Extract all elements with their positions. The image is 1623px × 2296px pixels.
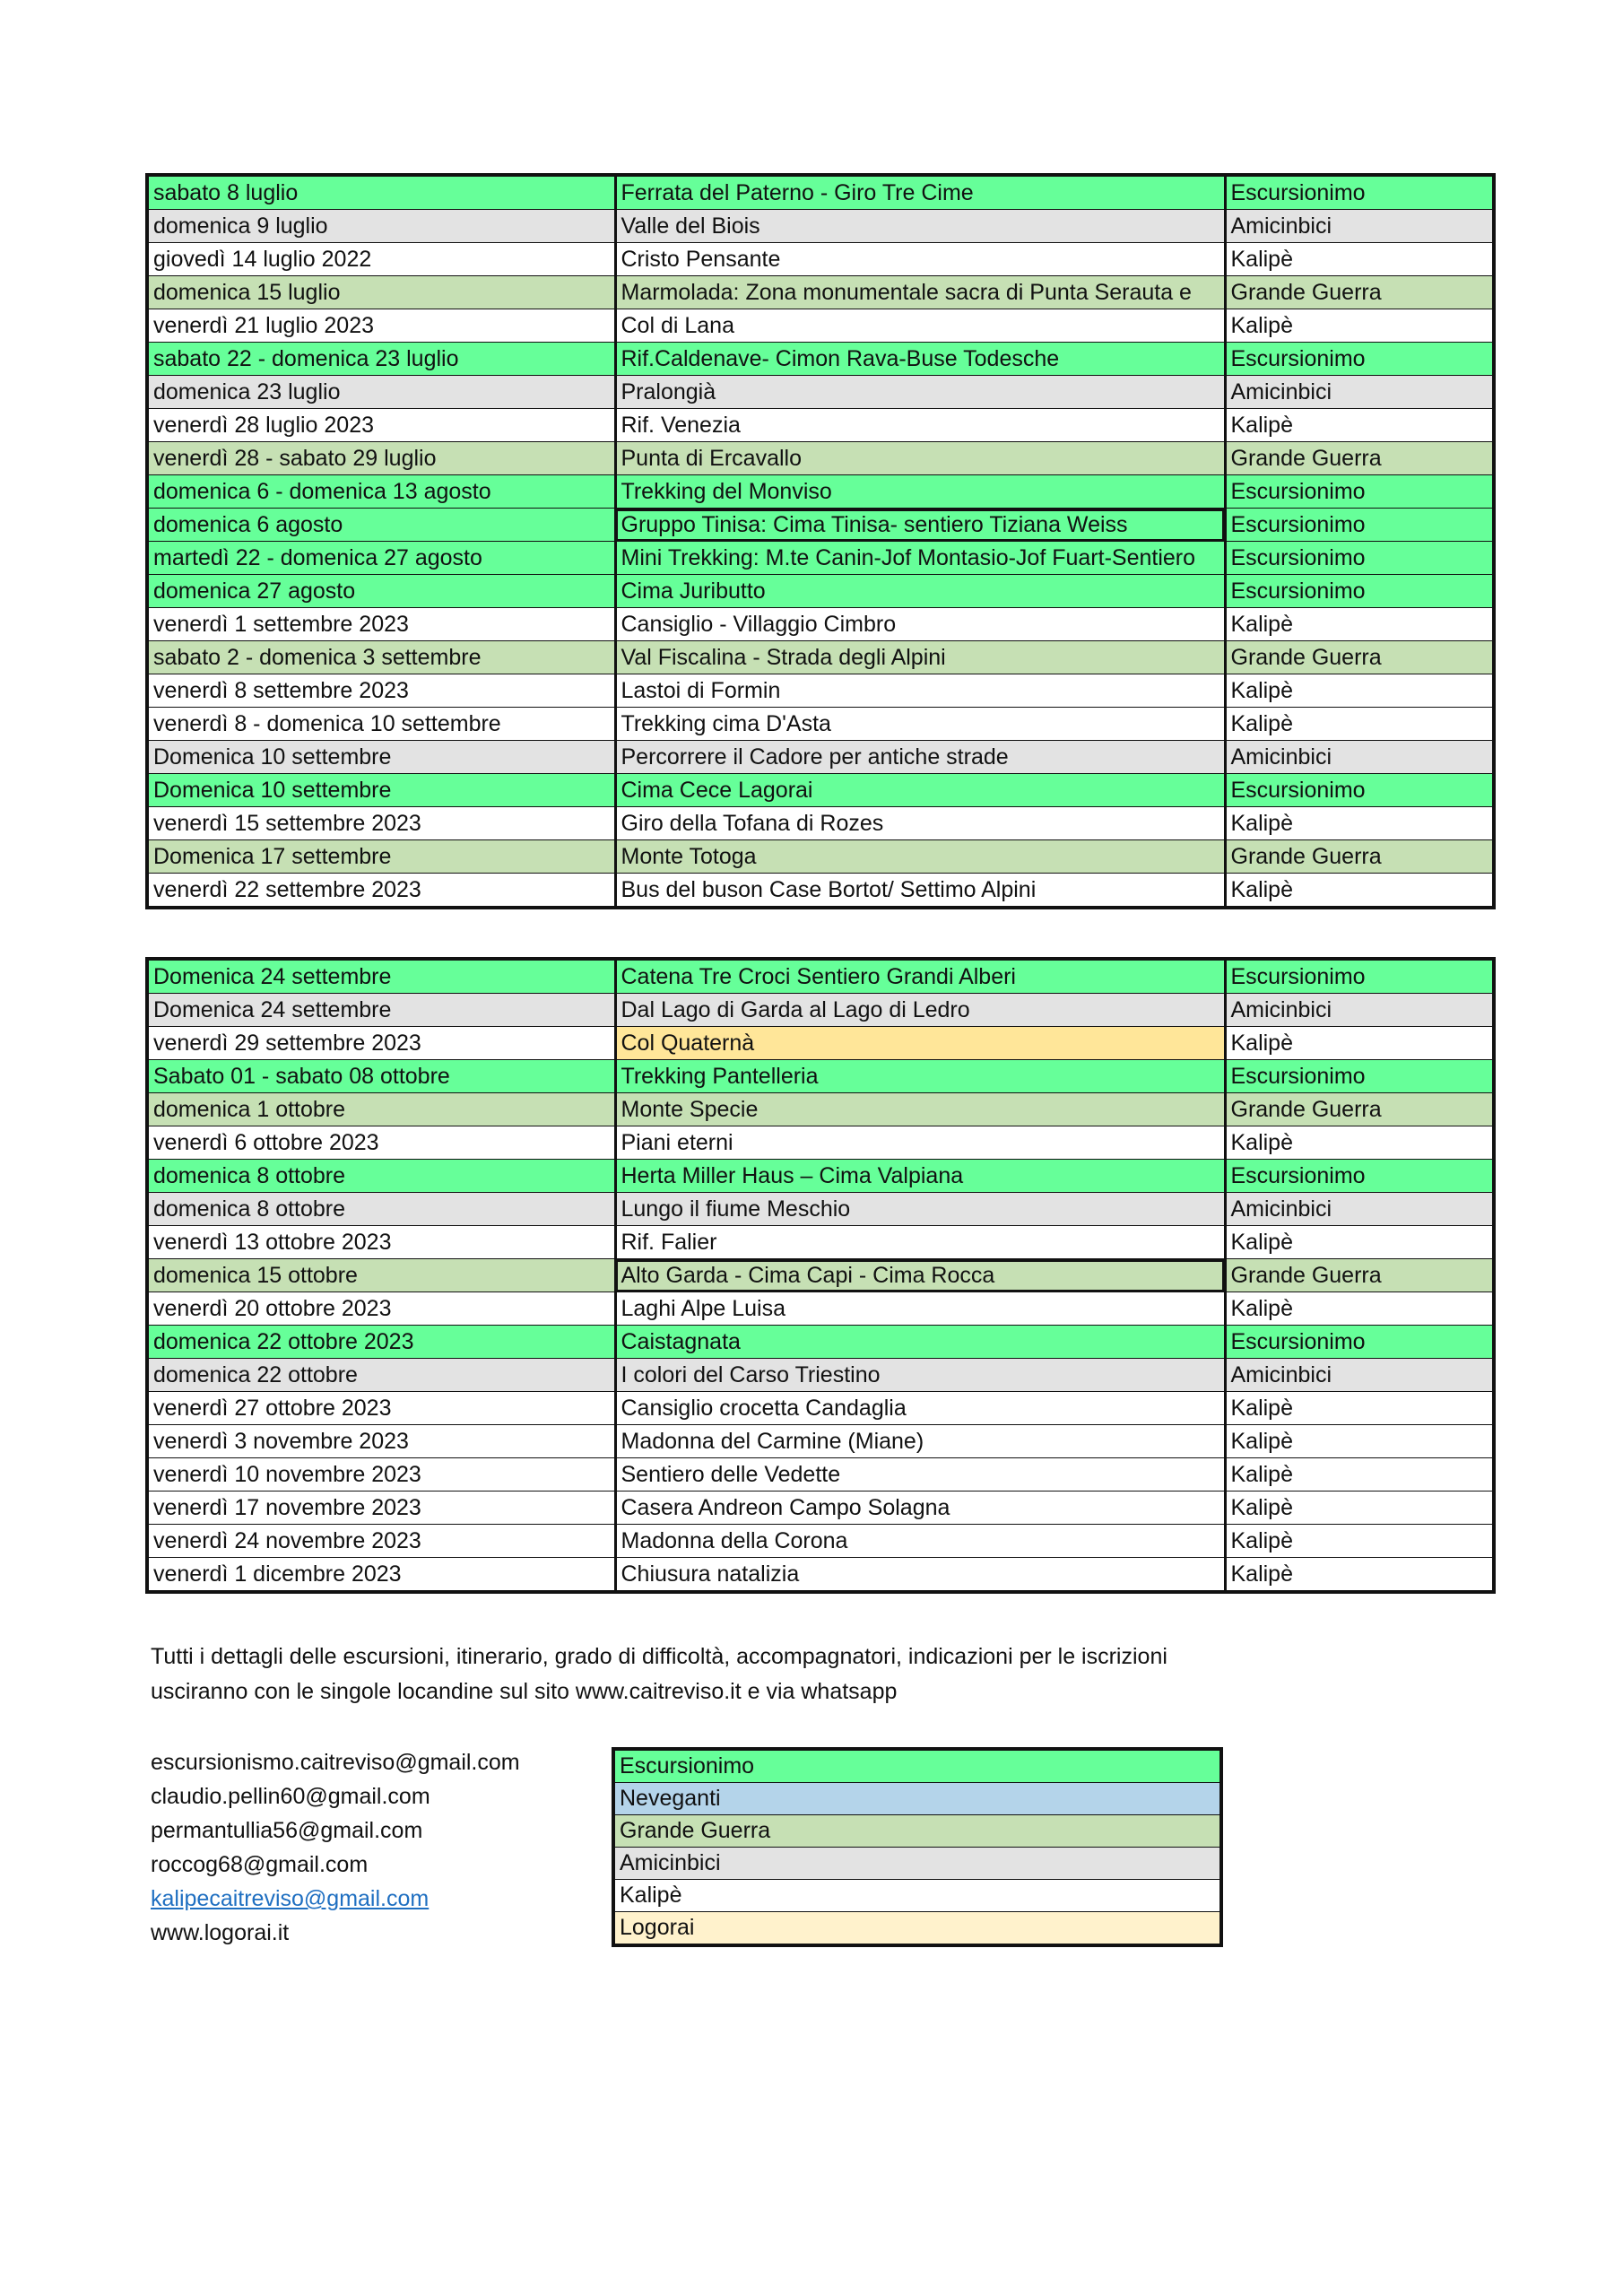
activity-cell: Rif. Venezia [615,409,1225,442]
group-cell: Amicinbici [1225,210,1494,243]
date-cell: sabato 8 luglio [147,175,615,210]
date-cell: Domenica 17 settembre [147,840,615,874]
group-cell: Kalipè [1225,1492,1494,1525]
activity-cell: Rif.Caldenave- Cimon Rava-Buse Todesche [615,343,1225,376]
activity-cell: Percorrere il Cadore per antiche strade [615,741,1225,774]
table-row [147,807,1494,840]
activity-cell: Col di Lana [615,309,1225,343]
legend-table [612,1747,1223,1947]
group-cell: Kalipè [1225,309,1494,343]
table-row [147,475,1494,509]
legend-row [613,1783,1221,1815]
group-cell: Kalipè [1225,243,1494,276]
date-cell: venerdì 6 ottobre 2023 [147,1126,615,1160]
date-cell: venerdì 1 settembre 2023 [147,608,615,641]
date-cell: venerdì 28 luglio 2023 [147,409,615,442]
date-cell: venerdì 21 luglio 2023 [147,309,615,343]
group-cell: Kalipè [1225,1292,1494,1326]
contact-email: roccog68@gmail.com [151,1852,369,1877]
table-row [147,376,1494,409]
contact-email: escursionismo.caitreviso@gmail.com [151,1750,520,1775]
schedule-table-summer [145,173,1496,909]
activity-cell: Pralongià [615,376,1225,409]
activity-cell: Laghi Alpe Luisa [615,1292,1225,1326]
contact-email: www.logorai.it [151,1920,290,1945]
activity-cell: Madonna del Carmine (Miane) [615,1425,1225,1458]
group-cell: Kalipè [1225,708,1494,741]
table-row [147,575,1494,608]
group-cell: Amicinbici [1225,741,1494,774]
group-cell: Grande Guerra [1225,1093,1494,1126]
date-cell: domenica 8 ottobre [147,1160,615,1193]
activity-cell: Alto Garda - Cima Capi - Cima Rocca [615,1259,1225,1292]
date-cell: domenica 6 - domenica 13 agosto [147,475,615,509]
date-cell: domenica 1 ottobre [147,1093,615,1126]
activity-cell: Rif. Falier [615,1226,1225,1259]
group-cell: Kalipè [1225,1525,1494,1558]
date-cell: sabato 2 - domenica 3 settembre [147,641,615,674]
activity-cell: Cansiglio crocetta Candaglia [615,1392,1225,1425]
date-cell: venerdì 3 novembre 2023 [147,1425,615,1458]
activity-cell: Madonna della Corona [615,1525,1225,1558]
table-row [147,343,1494,376]
legend-label: Escursionimo [613,1749,1221,1783]
table-row [147,1193,1494,1226]
date-cell: domenica 15 luglio [147,276,615,309]
table-row [147,409,1494,442]
date-cell: Domenica 10 settembre [147,741,615,774]
table-row [147,509,1494,542]
table-row [147,1458,1494,1492]
group-cell: Grande Guerra [1225,840,1494,874]
activity-cell: Monte Specie [615,1093,1225,1126]
date-cell: domenica 23 luglio [147,376,615,409]
date-cell: venerdì 27 ottobre 2023 [147,1392,615,1425]
group-cell: Grande Guerra [1225,1259,1494,1292]
activity-cell: Punta di Ercavallo [615,442,1225,475]
activity-cell: Giro della Tofana di Rozes [615,807,1225,840]
date-cell: domenica 22 ottobre [147,1359,615,1392]
date-cell: venerdì 24 novembre 2023 [147,1525,615,1558]
group-cell: Amicinbici [1225,994,1494,1027]
date-cell: domenica 9 luglio [147,210,615,243]
date-cell: venerdì 1 dicembre 2023 [147,1558,615,1593]
group-cell: Kalipè [1225,608,1494,641]
activity-cell: Lastoi di Formin [615,674,1225,708]
date-cell: Domenica 24 settembre [147,994,615,1027]
group-cell: Kalipè [1225,1027,1494,1060]
group-cell: Kalipè [1225,1558,1494,1593]
legend-row [613,1815,1221,1848]
group-cell: Escursionimo [1225,542,1494,575]
table-row [147,1525,1494,1558]
schedule-table-autumn [145,957,1496,1594]
group-cell: Grande Guerra [1225,641,1494,674]
group-cell: Escursionimo [1225,1160,1494,1193]
date-cell: domenica 22 ottobre 2023 [147,1326,615,1359]
table-row [147,1558,1494,1593]
info-note [151,1639,1167,1709]
date-cell: venerdì 13 ottobre 2023 [147,1226,615,1259]
legend-row [613,1749,1221,1783]
activity-cell: Marmolada: Zona monumentale sacra di Punta Serauta e [615,276,1225,309]
activity-cell: Herta Miller Haus – Cima Valpiana [615,1160,1225,1193]
legend-label: Logorai [613,1912,1221,1946]
group-cell: Kalipè [1225,807,1494,840]
contact-email: permantullia56@gmail.com [151,1818,423,1843]
date-cell: venerdì 15 settembre 2023 [147,807,615,840]
date-cell: domenica 6 agosto [147,509,615,542]
table-row [147,1392,1494,1425]
group-cell: Escursionimo [1225,959,1494,994]
group-cell: Escursionimo [1225,475,1494,509]
group-cell: Kalipè [1225,1126,1494,1160]
table-row [147,874,1494,909]
group-cell: Escursionimo [1225,343,1494,376]
group-cell: Kalipè [1225,674,1494,708]
date-cell: venerdì 8 - domenica 10 settembre [147,708,615,741]
table-row [147,608,1494,641]
group-cell: Grande Guerra [1225,276,1494,309]
table-row [147,1226,1494,1259]
table-row [147,1425,1494,1458]
activity-cell: Trekking Pantelleria [615,1060,1225,1093]
group-cell: Grande Guerra [1225,442,1494,475]
group-cell: Amicinbici [1225,376,1494,409]
activity-cell: Mini Trekking: M.te Canin-Jof Montasio-Jof Fuart-Sentiero [615,542,1225,575]
activity-cell: Casera Andreon Campo Solagna [615,1492,1225,1525]
group-cell: Amicinbici [1225,1359,1494,1392]
table-row [147,1292,1494,1326]
activity-cell: Cansiglio - Villaggio Cimbro [615,608,1225,641]
group-cell: Escursionimo [1225,774,1494,807]
activity-cell: Col Quaternà [615,1027,1225,1060]
legend-label: Neveganti [613,1783,1221,1815]
table-row [147,774,1494,807]
date-cell: venerdì 8 settembre 2023 [147,674,615,708]
legend-row [613,1848,1221,1880]
activity-cell: Trekking del Monviso [615,475,1225,509]
date-cell: venerdì 10 novembre 2023 [147,1458,615,1492]
table-row [147,243,1494,276]
table-row [147,542,1494,575]
activity-cell: Chiusura natalizia [615,1558,1225,1593]
table-row [147,1027,1494,1060]
legend-row [613,1912,1221,1946]
date-cell: venerdì 22 settembre 2023 [147,874,615,909]
group-cell: Kalipè [1225,1226,1494,1259]
activity-cell: Valle del Biois [615,210,1225,243]
date-cell: domenica 15 ottobre [147,1259,615,1292]
table-row [147,1326,1494,1359]
table-row [147,1060,1494,1093]
table-row [147,708,1494,741]
table-row [147,840,1494,874]
date-cell: domenica 8 ottobre [147,1193,615,1226]
date-cell: sabato 22 - domenica 23 luglio [147,343,615,376]
table-row [147,1492,1494,1525]
activity-cell: I colori del Carso Triestino [615,1359,1225,1392]
legend-label: Kalipè [613,1880,1221,1912]
activity-cell: Caistagnata [615,1326,1225,1359]
table-row [147,994,1494,1027]
table-row [147,210,1494,243]
group-cell: Kalipè [1225,409,1494,442]
date-cell: Domenica 24 settembre [147,959,615,994]
date-cell: giovedì 14 luglio 2022 [147,243,615,276]
table-row [147,741,1494,774]
table-row [147,276,1494,309]
contact-list [151,1745,520,1950]
date-cell: Sabato 01 - sabato 08 ottobre [147,1060,615,1093]
table-row [147,1259,1494,1292]
date-cell: venerdì 17 novembre 2023 [147,1492,615,1525]
legend-label: Amicinbici [613,1848,1221,1880]
activity-cell: Cima Cece Lagorai [615,774,1225,807]
legend-row [613,1880,1221,1912]
group-cell: Escursionimo [1225,1326,1494,1359]
group-cell: Escursionimo [1225,175,1494,210]
activity-cell: Cima Juributto [615,575,1225,608]
table-row [147,442,1494,475]
table-row [147,641,1494,674]
contact-email: claudio.pellin60@gmail.com [151,1784,430,1809]
table-row [147,674,1494,708]
table-row [147,1359,1494,1392]
activity-cell: Val Fiscalina - Strada degli Alpini [615,641,1225,674]
table-row [147,1160,1494,1193]
table-row [147,959,1494,994]
activity-cell: Sentiero delle Vedette [615,1458,1225,1492]
group-cell: Escursionimo [1225,575,1494,608]
activity-cell: Monte Totoga [615,840,1225,874]
table-row [147,1126,1494,1160]
activity-cell: Catena Tre Croci Sentiero Grandi Alberi [615,959,1225,994]
email-link[interactable]: kalipecaitreviso@gmail.com [151,1886,430,1911]
group-cell: Escursionimo [1225,509,1494,542]
date-cell: venerdì 29 settembre 2023 [147,1027,615,1060]
group-cell: Escursionimo [1225,1060,1494,1093]
activity-cell: Cristo Pensante [615,243,1225,276]
table-row [147,309,1494,343]
activity-cell: Gruppo Tinisa: Cima Tinisa- sentiero Tiziana Weiss [615,509,1225,542]
group-cell: Kalipè [1225,1392,1494,1425]
date-cell: Domenica 10 settembre [147,774,615,807]
activity-cell: Trekking cima D'Asta [615,708,1225,741]
activity-cell: Bus del buson Case Bortot/ Settimo Alpini [615,874,1225,909]
group-cell: Amicinbici [1225,1193,1494,1226]
activity-cell: Ferrata del Paterno - Giro Tre Cime [615,175,1225,210]
table-row [147,1093,1494,1126]
legend-label: Grande Guerra [613,1815,1221,1848]
date-cell: venerdì 28 - sabato 29 luglio [147,442,615,475]
group-cell: Kalipè [1225,1458,1494,1492]
date-cell: domenica 27 agosto [147,575,615,608]
activity-cell: Piani eterni [615,1126,1225,1160]
info-note-line: usciranno con le singole locandine sul sito www.caitreviso.it e via whatsapp [151,1679,898,1704]
activity-cell: Lungo il fiume Meschio [615,1193,1225,1226]
date-cell: martedì 22 - domenica 27 agosto [147,542,615,575]
table-row [147,175,1494,210]
info-note-line: Tutti i dettagli delle escursioni, itinerario, grado di difficoltà, accompagnatori, indicazioni per le iscrizioni [151,1644,1167,1669]
group-cell: Kalipè [1225,1425,1494,1458]
group-cell: Kalipè [1225,874,1494,909]
activity-cell: Dal Lago di Garda al Lago di Ledro [615,994,1225,1027]
date-cell: venerdì 20 ottobre 2023 [147,1292,615,1326]
